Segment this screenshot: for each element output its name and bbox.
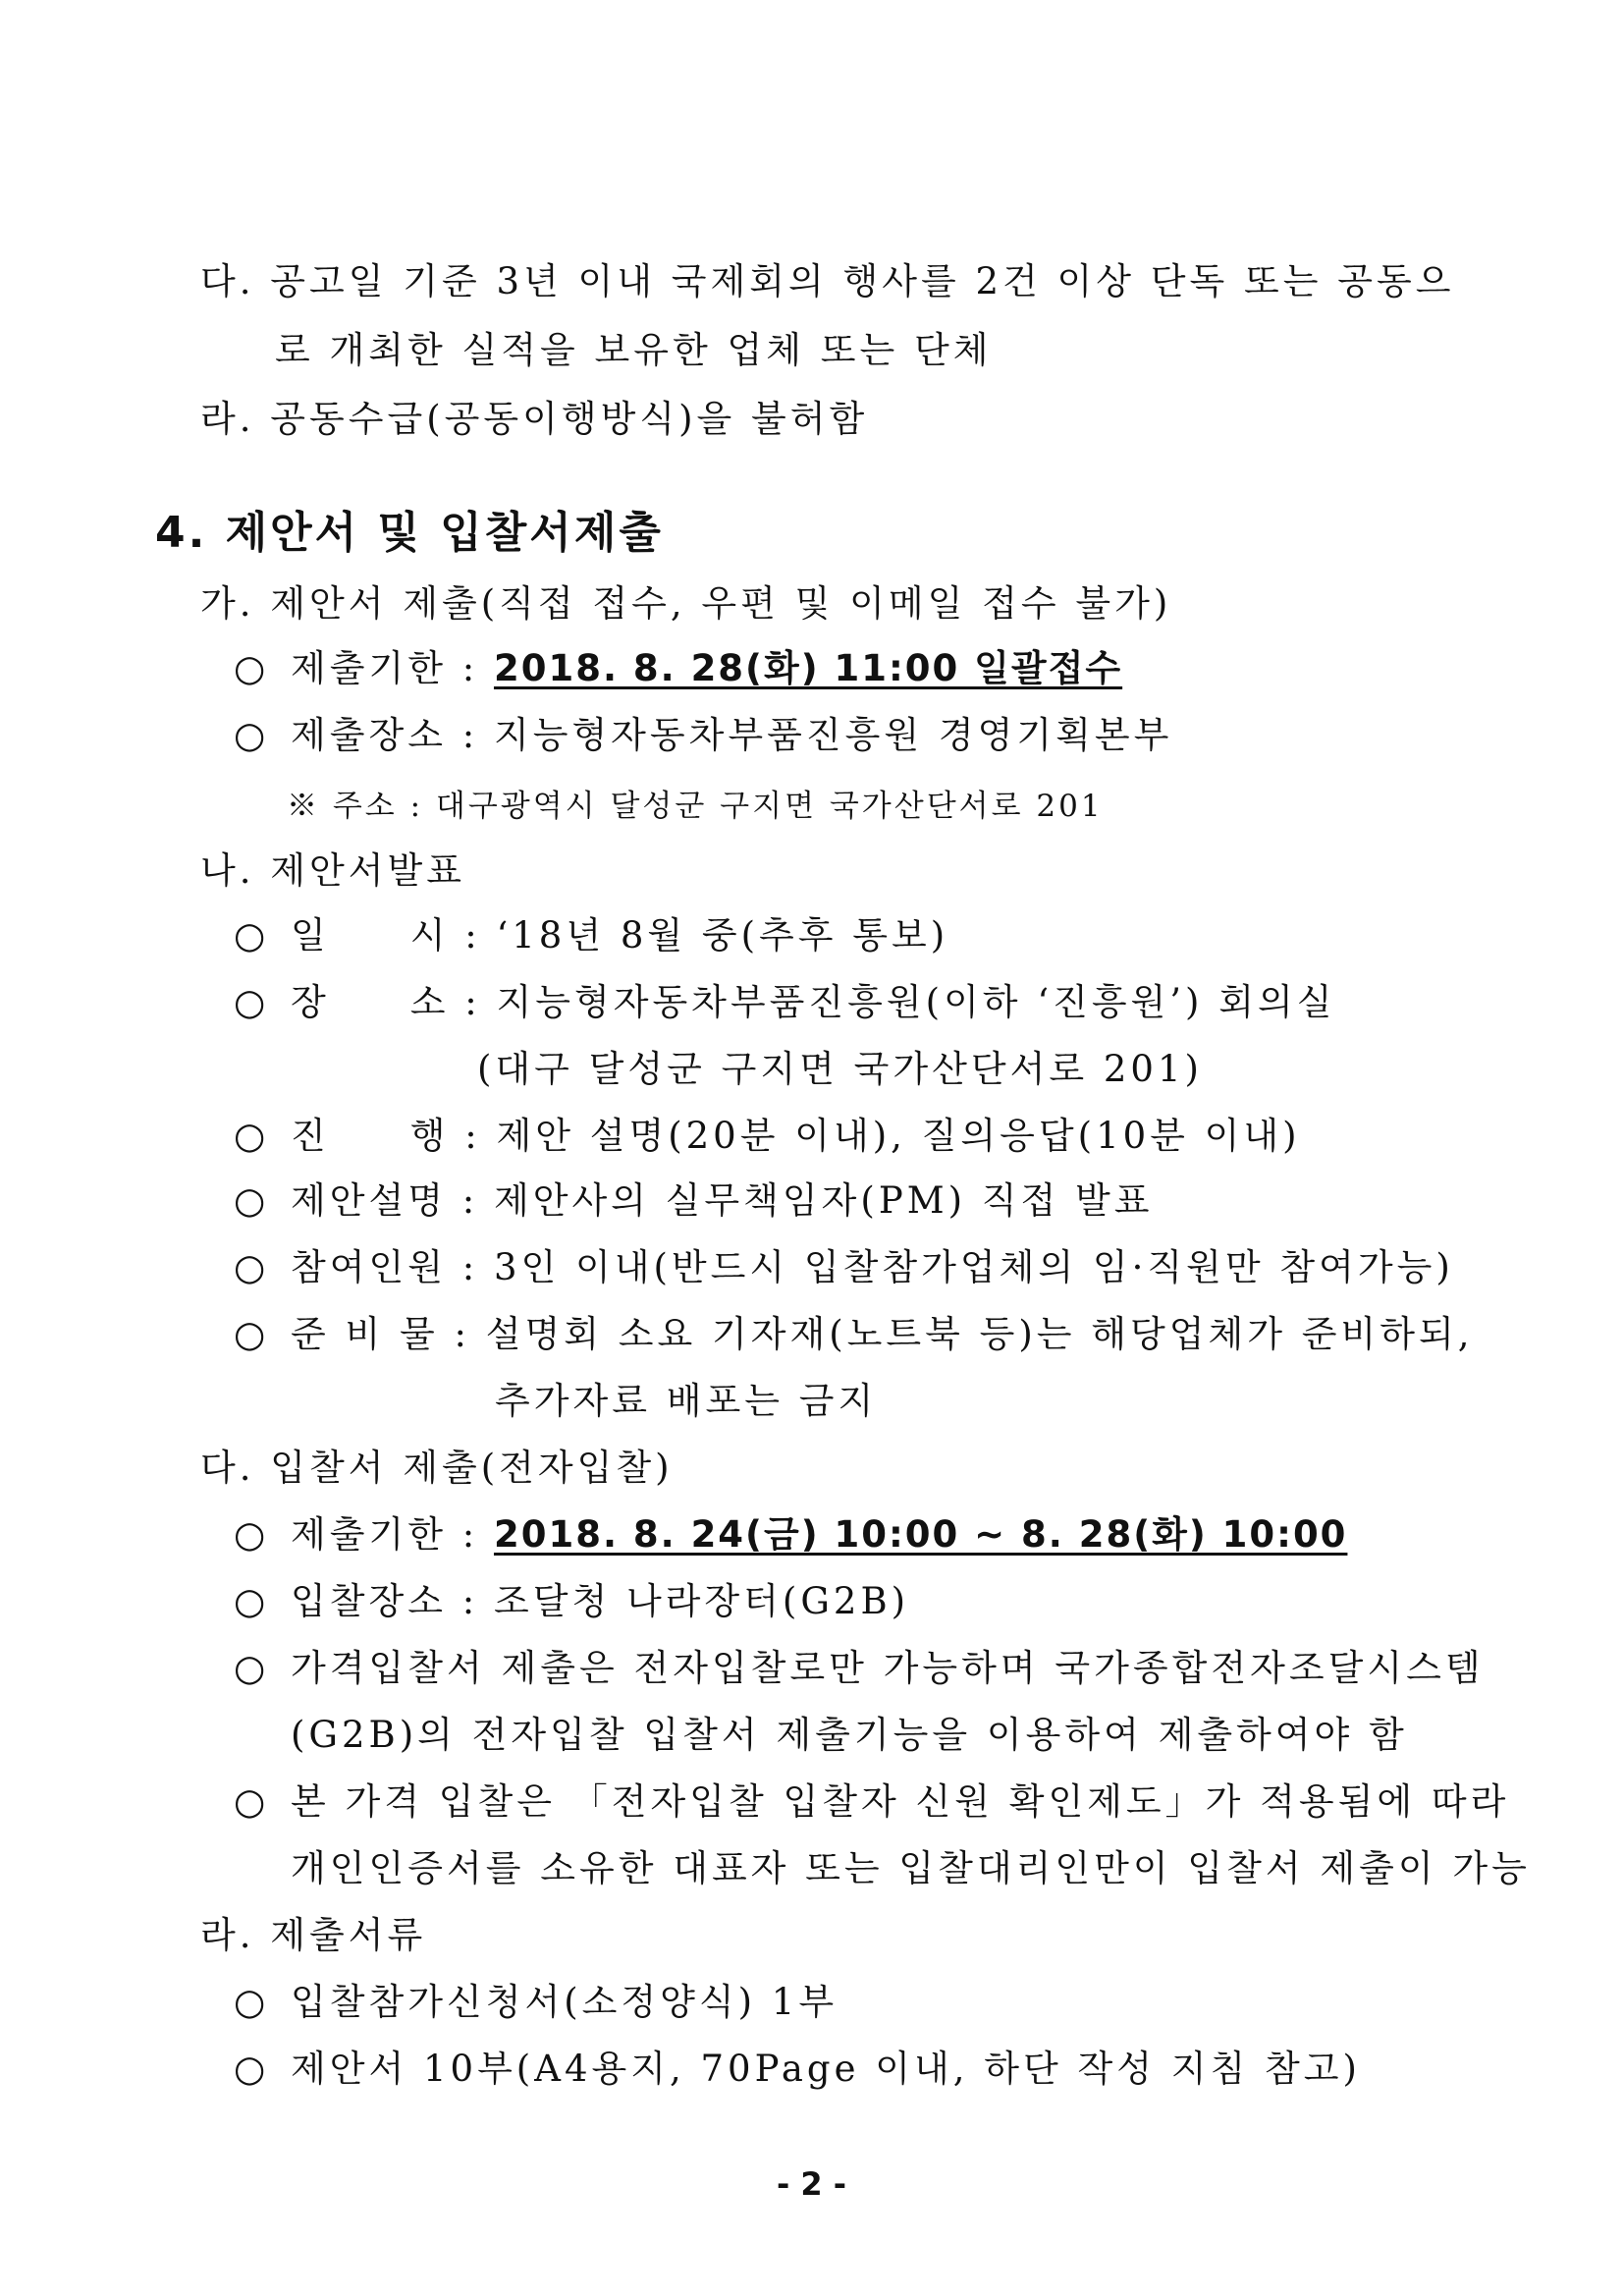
bullet-icon: ○ <box>234 2048 270 2090</box>
na-preparation <box>234 1310 1474 1359</box>
da-certificate-cont: 개인인증서를 소유한 대표자 또는 입찰대리인만이 입찰서 제출이 가능 <box>291 1847 1531 1889</box>
bullet-icon: ○ <box>234 647 270 689</box>
na-presenter-text: 제안설명 : 제안사의 실무책임자(PM) 직접 발표 <box>291 1179 1154 1222</box>
subsection-ra-title: 라. 제출서류 <box>200 1914 427 1956</box>
na-date-text: 일 시 : ‘18년 8월 중(추후 통보) <box>291 914 949 957</box>
da-deadline-value: 2018. 8. 24(금) 10:00 ~ 8. 28(화) 10:00 <box>493 1513 1348 1556</box>
ga-place <box>234 711 1172 760</box>
da-place <box>234 1577 909 1626</box>
na-preparation-text: 준 비 물 : 설명회 소요 기자재(노트북 등)는 해당업체가 준비하되, <box>291 1313 1474 1355</box>
ra-doc-proposal <box>234 2045 1361 2094</box>
subsection-na-title: 나. 제안서발표 <box>200 849 465 892</box>
bullet-icon: ○ <box>234 981 270 1023</box>
bullet-icon: ○ <box>234 914 270 957</box>
ga-deadline <box>234 644 1122 693</box>
ga-address-note: ※ 주소 : 대구광역시 달성군 구지면 국가산단서로 201 <box>287 789 1104 824</box>
page-number: - 2 - <box>776 2165 847 2203</box>
bullet-icon: ○ <box>234 1179 270 1222</box>
ga-place-text: 제출장소 : 지능형자동차부품진흥원 경영기획본부 <box>291 714 1173 756</box>
na-date <box>234 911 948 960</box>
subsection-ga-title: 가. 제안서 제출(직접 접수, 우편 및 이메일 접수 불가) <box>200 582 1172 625</box>
bullet-icon: ○ <box>234 1313 270 1355</box>
requirement-da-line1: 다. 공고일 기준 3년 이내 국제회의 행사를 2건 이상 단독 또는 공동으 <box>200 260 1455 302</box>
ra-doc-application <box>234 1978 838 2027</box>
na-place-address: (대구 달성군 구지면 국가산단서로 201) <box>477 1048 1203 1090</box>
bullet-icon: ○ <box>234 714 270 756</box>
section-heading: 4. 제안서 및 입찰서제출 <box>155 508 664 558</box>
da-certificate <box>234 1777 1509 1827</box>
requirement-ra: 라. 공동수급(공동이행방식)을 불허함 <box>200 398 869 440</box>
bullet-icon: ○ <box>234 1115 270 1157</box>
bullet-icon: ○ <box>234 1513 270 1556</box>
na-presenter <box>234 1176 1154 1226</box>
ra-doc-application-text: 입찰참가신청서(소정양식) 1부 <box>291 1981 839 2023</box>
ra-doc-proposal-text: 제안서 10부(A4용지, 70Page 이내, 하단 작성 지침 참고) <box>291 2048 1361 2090</box>
bullet-icon: ○ <box>234 1647 270 1689</box>
na-progress-text: 진 행 : 제안 설명(20분 이내), 질의응답(10분 이내) <box>291 1115 1301 1157</box>
subsection-da-title: 다. 입찰서 제출(전자입찰) <box>200 1447 674 1489</box>
da-price-bid-cont: (G2B)의 전자입찰 입찰서 제출기능을 이용하여 제출하여야 함 <box>291 1714 1408 1756</box>
da-deadline-label: 제출기한 : <box>291 1513 494 1556</box>
da-price-bid-text: 가격입찰서 제출은 전자입찰로만 가능하며 국가종합전자조달시스템 <box>291 1647 1485 1689</box>
da-certificate-text: 본 가격 입찰은 「전자입찰 입찰자 신원 확인제도」가 적용됨에 따라 <box>291 1780 1510 1823</box>
da-place-text: 입찰장소 : 조달청 나라장터(G2B) <box>291 1580 910 1622</box>
requirement-da-line2: 로 개최한 실적을 보유한 업체 또는 단체 <box>275 329 993 371</box>
ga-deadline-label: 제출기한 : <box>291 647 494 689</box>
na-participants <box>234 1243 1454 1292</box>
na-progress <box>234 1112 1301 1161</box>
na-place-text: 장 소 : 지능형자동차부품진흥원(이하 ‘진흥원’) 회의실 <box>291 981 1336 1023</box>
bullet-icon: ○ <box>234 1780 270 1823</box>
na-preparation-cont: 추가자료 배포는 금지 <box>495 1380 878 1422</box>
ga-deadline-value: 2018. 8. 28(화) 11:00 일괄접수 <box>493 647 1123 689</box>
na-participants-text: 참여인원 : 3인 이내(반드시 입찰참가업체의 임·직원만 참여가능) <box>291 1246 1454 1288</box>
bullet-icon: ○ <box>234 1981 270 2023</box>
da-deadline <box>234 1510 1347 1559</box>
da-price-bid <box>234 1644 1485 1693</box>
bullet-icon: ○ <box>234 1580 270 1622</box>
na-place <box>234 978 1335 1027</box>
bullet-icon: ○ <box>234 1246 270 1288</box>
